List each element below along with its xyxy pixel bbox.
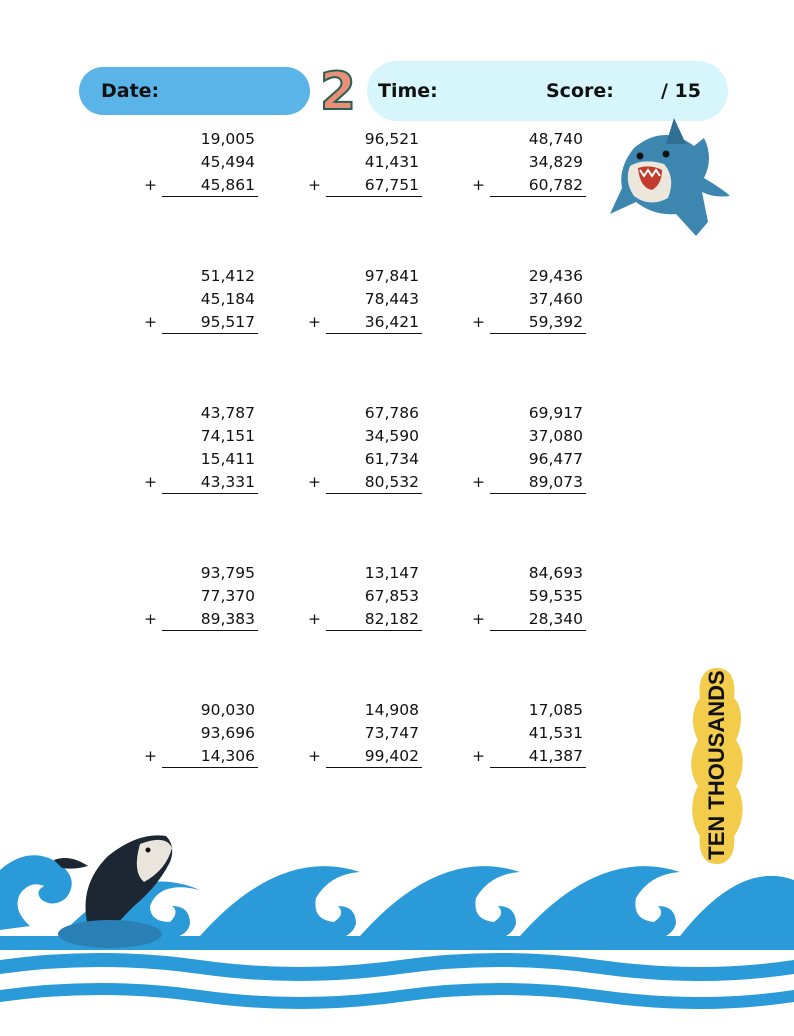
addition-problem — [144, 562, 258, 631]
last-addend-row — [144, 745, 258, 768]
addend: 93,795 — [200, 564, 255, 582]
addition-problem — [308, 699, 422, 768]
plus-sign: + — [308, 176, 321, 194]
score-label: Score: — [546, 80, 614, 102]
last-addend-row — [144, 471, 258, 494]
addend: 80,532 — [326, 471, 422, 494]
last-addend-row — [144, 174, 258, 197]
addend: 89,073 — [490, 471, 586, 494]
addition-problem — [472, 699, 586, 768]
whale-icon — [48, 826, 188, 950]
addend: 67,853 — [364, 587, 419, 605]
last-addend-row — [308, 745, 422, 768]
addend: 99,402 — [326, 745, 422, 768]
addend: 59,392 — [490, 311, 586, 334]
addend: 89,383 — [162, 608, 258, 631]
plus-sign: + — [144, 176, 157, 194]
addend: 37,460 — [528, 290, 583, 308]
addend: 51,412 — [200, 267, 255, 285]
addition-problem — [472, 402, 586, 494]
addend: 93,696 — [200, 724, 255, 742]
addend: 45,184 — [200, 290, 255, 308]
addition-problem — [472, 562, 586, 631]
addend: 77,370 — [200, 587, 255, 605]
plus-sign: + — [472, 473, 485, 491]
addend: 41,531 — [528, 724, 583, 742]
addition-problem — [144, 265, 258, 334]
plus-sign: + — [472, 313, 485, 331]
addend: 97,841 — [364, 267, 419, 285]
addition-problem — [144, 128, 258, 197]
addend: 69,917 — [528, 404, 583, 422]
shark-icon — [604, 118, 734, 238]
last-addend-row — [472, 471, 586, 494]
addition-problem — [308, 128, 422, 197]
addend: 41,387 — [490, 745, 586, 768]
addition-problem — [144, 402, 258, 494]
addition-problem — [308, 562, 422, 631]
addend: 59,535 — [528, 587, 583, 605]
time-score-bar — [367, 61, 728, 121]
addend: 29,436 — [528, 267, 583, 285]
last-addend-row — [308, 608, 422, 631]
last-addend-row — [472, 311, 586, 334]
addend: 13,147 — [364, 564, 419, 582]
plus-sign: + — [308, 313, 321, 331]
addend: 73,747 — [364, 724, 419, 742]
addend: 41,431 — [364, 153, 419, 171]
addend: 78,443 — [364, 290, 419, 308]
last-addend-row — [308, 311, 422, 334]
last-addend-row — [144, 311, 258, 334]
addend: 36,421 — [326, 311, 422, 334]
last-addend-row — [472, 745, 586, 768]
addend: 84,693 — [528, 564, 583, 582]
last-addend-row — [308, 174, 422, 197]
last-addend-row — [472, 174, 586, 197]
addend: 14,306 — [162, 745, 258, 768]
addend: 34,590 — [364, 427, 419, 445]
plus-sign: + — [308, 747, 321, 765]
date-field[interactable] — [79, 67, 310, 115]
addend: 90,030 — [200, 701, 255, 719]
addend: 17,085 — [528, 701, 583, 719]
plus-sign: + — [308, 473, 321, 491]
addend: 37,080 — [528, 427, 583, 445]
addend: 96,477 — [528, 450, 583, 468]
addend: 43,331 — [162, 471, 258, 494]
addend: 82,182 — [326, 608, 422, 631]
addend: 19,005 — [200, 130, 255, 148]
addition-problem — [472, 128, 586, 197]
page-number: 2 — [319, 62, 357, 122]
addend: 34,829 — [528, 153, 583, 171]
score-total: / 15 — [661, 80, 701, 102]
addend: 67,751 — [326, 174, 422, 197]
addend: 15,411 — [200, 450, 255, 468]
addend: 67,786 — [364, 404, 419, 422]
badge-label: TEN THOUSANDS — [704, 670, 729, 860]
addition-problem — [308, 402, 422, 494]
plus-sign: + — [308, 610, 321, 628]
addend: 45,861 — [162, 174, 258, 197]
plus-sign: + — [144, 747, 157, 765]
addend: 28,340 — [490, 608, 586, 631]
last-addend-row — [144, 608, 258, 631]
date-label: Date: — [101, 80, 160, 102]
addend: 45,494 — [200, 153, 255, 171]
addend: 96,521 — [364, 130, 419, 148]
addend: 61,734 — [364, 450, 419, 468]
addition-problem — [472, 265, 586, 334]
last-addend-row — [472, 608, 586, 631]
addend: 48,740 — [528, 130, 583, 148]
addend: 60,782 — [490, 174, 586, 197]
addend: 74,151 — [200, 427, 255, 445]
plus-sign: + — [144, 473, 157, 491]
addition-problem — [144, 699, 258, 768]
plus-sign: + — [472, 176, 485, 194]
addition-problem — [308, 265, 422, 334]
plus-sign: + — [144, 313, 157, 331]
plus-sign: + — [472, 747, 485, 765]
addend: 43,787 — [200, 404, 255, 422]
addend: 95,517 — [162, 311, 258, 334]
addend: 14,908 — [364, 701, 419, 719]
time-label: Time: — [378, 80, 438, 102]
last-addend-row — [308, 471, 422, 494]
plus-sign: + — [144, 610, 157, 628]
plus-sign: + — [472, 610, 485, 628]
